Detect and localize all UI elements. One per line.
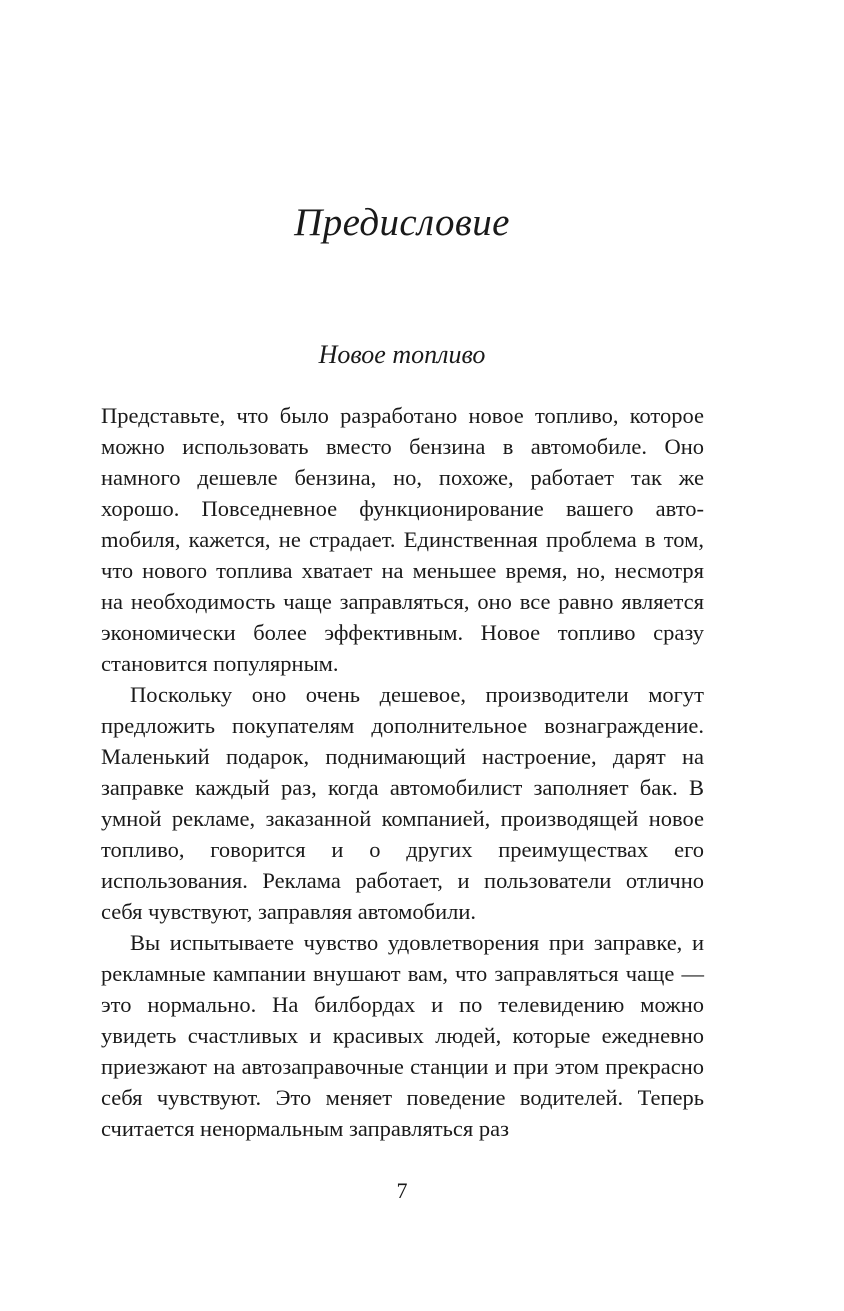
chapter-title: Предисловие bbox=[294, 201, 510, 244]
paragraph: Вы испытываете чувство удовлетворения при заправке, и рекламные кампании внушают вам, что заправляться чаще — это нормально. На билбордах и по телевидению можно увидеть счастливых и красивых людей, которые ежедневно приезжают на автозаправочные станции и при этом прекрасно себя чувствуют. Это меняет поведение водителей. Теперь считается ненормальным заправляться раз bbox=[101, 930, 704, 1141]
paragraph: Поскольку оно очень дешевое, производители могут предложить покупателям дополнительное вознаграждение. Маленький подарок, поднимающий настроение, дарят на заправке каждый раз, когда автомобилист заполняет бак. В умной рекламе, заказанной компанией, производящей новое топливо, говорится и о других преимуществах его использования. Реклама работает, и пользователи отлично себя чувствуют, заправляя автомобили. bbox=[101, 682, 704, 924]
body-text bbox=[101, 400, 704, 1144]
page-number: 7 bbox=[396, 1178, 408, 1203]
section-title: Новое топливо bbox=[318, 340, 486, 369]
paragraph: Представьте, что было разработано новое топливо, которое можно использовать вместо бензина в автомобиле. Оно намного дешевле бензина, но, похоже, работает так же хорошо. Повседневное функционирование вашего автоmобиля, кажется, не страдает. Единственная проблема в том, что нового топлива хватает на меньшее время, но, несмотря на необходимость чаще заправляться, оно все равно является экономически более эффективным. Новое топливо сразу становится популярным. bbox=[101, 403, 704, 676]
